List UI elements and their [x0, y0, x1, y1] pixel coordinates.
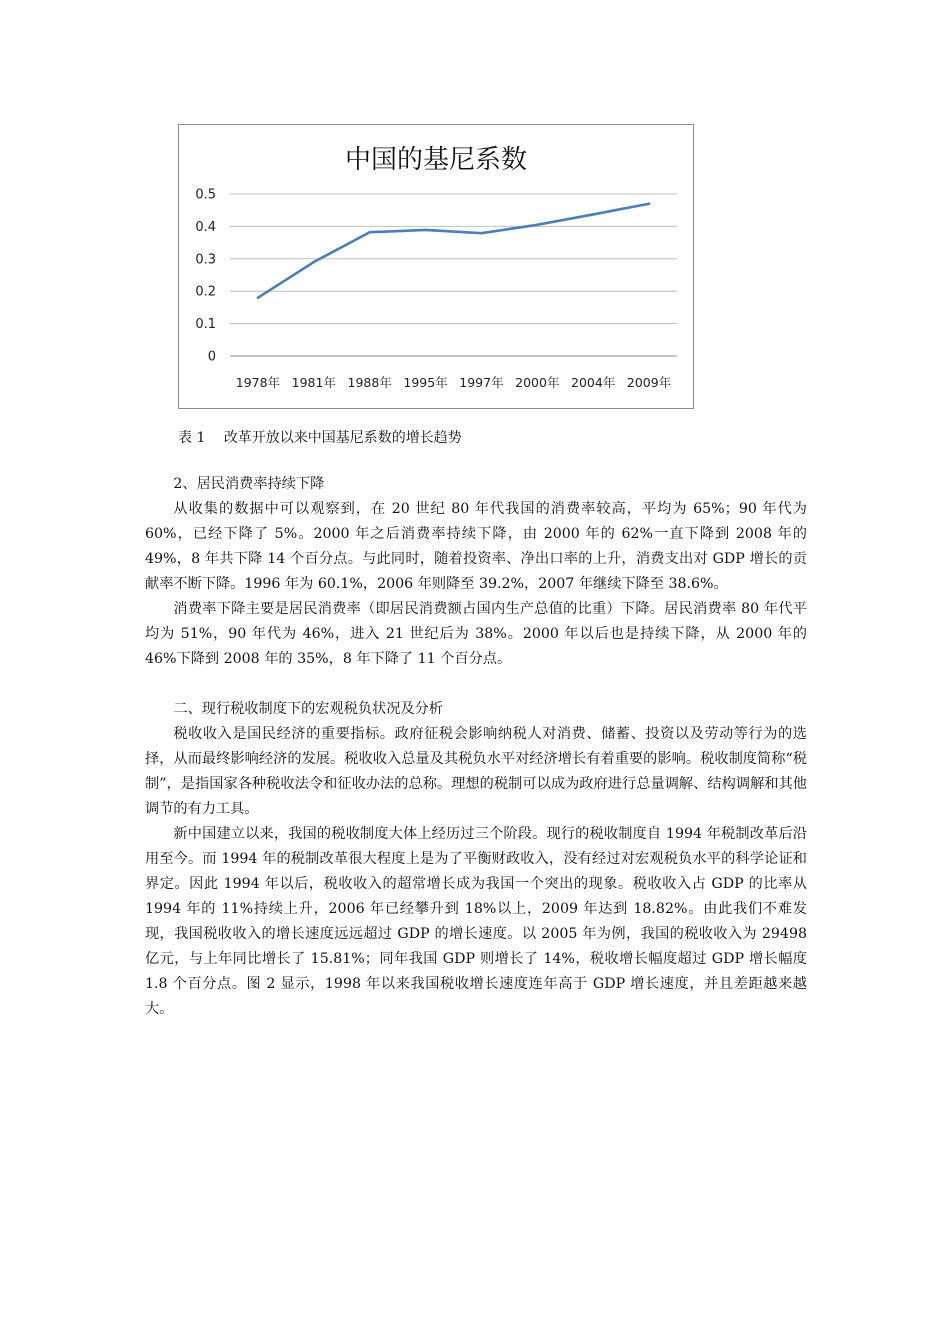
y-tick-label: 0: [207, 349, 216, 365]
y-tick-label: 0.5: [195, 187, 216, 203]
chart-title: 中国的基尼系数: [344, 145, 528, 175]
data-point: [424, 229, 427, 232]
gini-chart-svg: [179, 125, 693, 408]
y-axis-ticks: [195, 188, 216, 365]
chart-grid: [230, 194, 677, 356]
data-point: [536, 223, 539, 226]
x-tick-label: 2009年: [626, 375, 672, 390]
x-tick-label: 1995年: [403, 375, 448, 390]
x-tick-label: 1981年: [291, 375, 336, 390]
caption-text: 改革开放以来中国基尼系数的增长趋势: [223, 430, 462, 446]
x-tick-label: 2000年: [515, 375, 560, 390]
y-tick-label: 0.1: [195, 317, 216, 333]
data-point: [480, 232, 483, 235]
section-consumption: [145, 472, 807, 1022]
chart-series: [257, 202, 651, 299]
paragraph: 消费率下降主要是居民消费率（即居民消费额占国内生产总值的比重）下降。居民消费率 80 年代平均为 51%，90 年代为 46%，进入 21 世纪后为 38%。2000 年以后也是持续下降，从 2000 年的 46%下降到 2008 年的 35%，8 年下降了 11 个百分点。: [145, 601, 807, 667]
figure-caption: [178, 428, 462, 448]
y-tick-label: 0.4: [195, 219, 216, 235]
data-point: [313, 261, 316, 264]
x-axis-ticks: [236, 375, 671, 390]
paragraph: 税收收入是国民经济的重要指标。政府征税会影响纳税人对消费、储蓄、投资以及劳动等行为的选择，从而最终影响经济的发展。税收收入总量及其税负水平对经济增长有着重要的影响。税收制度简称“税制”，是指国家各种税收法令和征收办法的总称。理想的税制可以成为政府进行总量调解、结构调解和其他调节的有力工具。: [145, 726, 807, 817]
series-line: [258, 204, 649, 298]
caption-number: 表 1: [178, 430, 206, 446]
paragraph: 新中国建立以来，我国的税收制度大体上经历过三个阶段。现行的税收制度自 1994 年税制改革后沿用至今。而 1994 年的税制改革很大程度上是为了平衡财政收入，没有经过对宏观税负水平的科学论证和界定。因此 1994 年以后，税收收入的超常增长成为我国一个突出的现象。税收收入占 GDP 的比率从 1994 年的 11%持续上升，2006 年已经攀升到 18%以上，2009 年达到 18.82%。由此我们不难发现，我国税收收入的增长速度远远超过 GDP 的增长速度。以 2005 年为例，我国的税收收入为 29498 亿元，与上年同比增长了 15.81%；同年我国 GDP 则增长了 14%，税收增长幅度超过 GDP 增长幅度 1.8 个百分点。图 2 显示，1998 年以来我国税收增长速度连年高于 GDP 增长速度，并且差距越来越大。: [145, 826, 807, 1017]
paragraph: 从收集的数据中可以观察到，在 20 世纪 80 年代我国的消费率较高，平均为 65%；90 年代为 60%，已经下降了 5%。2000 年之后消费率持续下降，由 2000 年的 62%一直下降到 2008 年的 49%，8 年共下降 14 个百分点。与此同时，随着投资率、净出口率的上升，消费支出对 GDP 增长的贡献率不断下降。1996 年为 60.1%，2006 年则降至 39.2%，2007 年继续下降至 38.6%。: [145, 501, 807, 592]
x-tick-label: 1978年: [235, 375, 281, 390]
section-heading: 2、居民消费率持续下降: [173, 476, 325, 492]
x-tick-label: 2004年: [571, 375, 616, 390]
x-tick-label: 1988年: [347, 375, 392, 390]
data-point: [368, 231, 371, 234]
data-point: [257, 296, 260, 299]
section-heading: 二、现行税收制度下的宏观税负状况及分析: [173, 701, 443, 717]
data-point: [648, 202, 651, 205]
y-tick-label: 0.2: [195, 284, 216, 300]
x-tick-label: 1997年: [459, 375, 504, 390]
gini-chart: [178, 124, 694, 409]
data-point: [592, 213, 595, 216]
y-tick-label: 0.3: [195, 252, 216, 268]
